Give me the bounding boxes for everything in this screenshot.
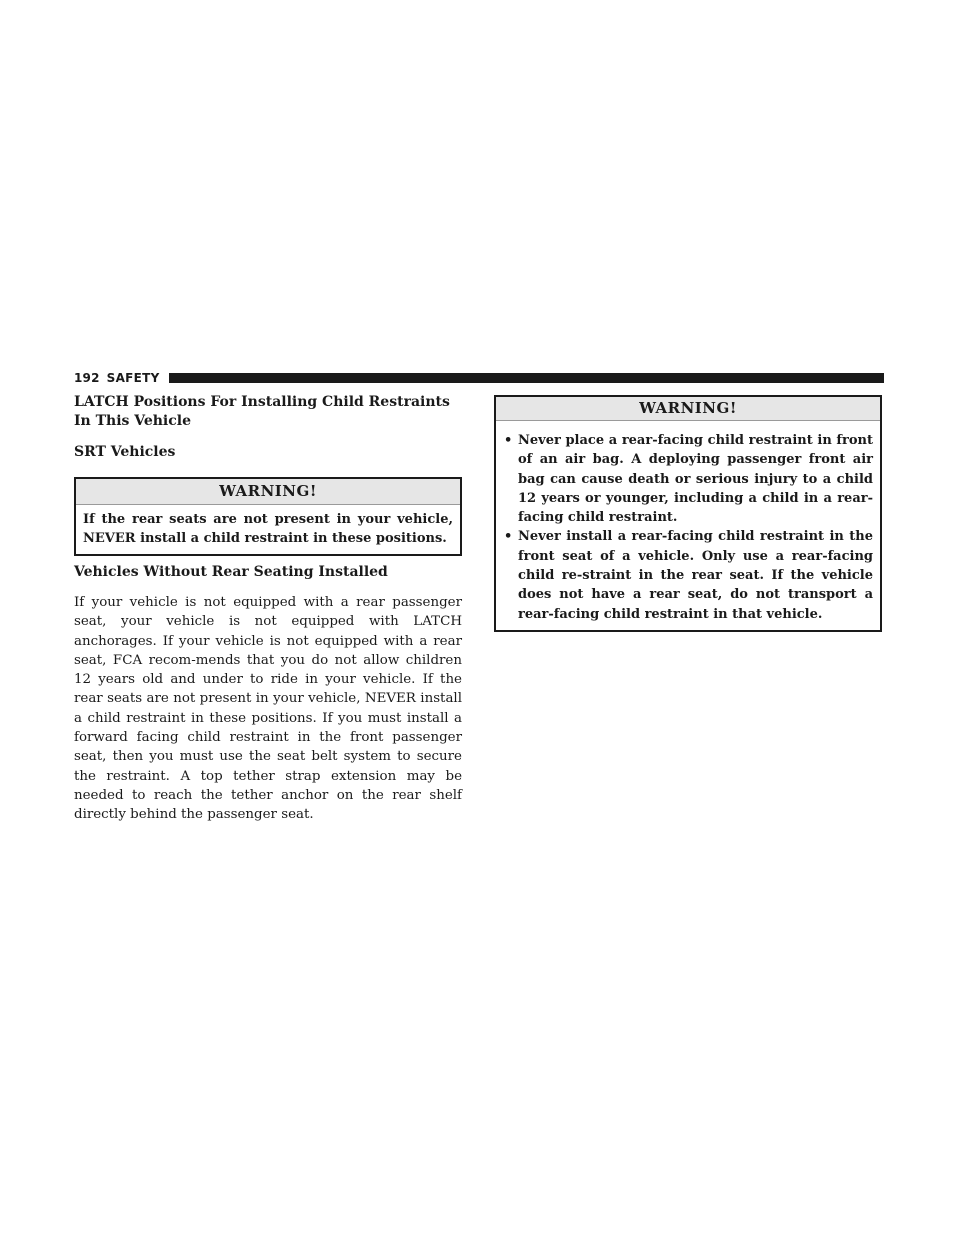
bullet-text: Never place a rear-facing child restraint in front of an air bag. A deploying passenger front air bag can cause death or serious injury to a child 12 years or younger, including a child in a rear-facing child restraint.: [518, 433, 873, 526]
subheading-srt-vehicles: SRT Vehicles: [74, 444, 176, 460]
body-paragraph: If your vehicle is not equipped with a rear passenger seat, your vehicle is not equipped with LATCH anchorages. If your vehicle is not equipped with a rear seat, FCA recom-mends that you do not allow children 12 years old and under to ride in your vehicle. If the rear seats are not present in your vehicle, NEVER install a child restraint in these positions. If you must install a forward facing child restraint in the front passenger seat, then you must use the seat belt system to secure the restraint. A top tether strap extension may be needed to reach the tether anchor on the rear shelf directly behind the passenger seat.: [74, 595, 462, 823]
warning-box-rear-facing: [494, 395, 882, 632]
page-number: 192: [74, 371, 100, 385]
bullet-icon: •: [504, 529, 513, 545]
section-heading: LATCH Positions For Installing Child Restraints In This Vehicle: [74, 394, 450, 429]
bullet-text: Never install a rear-facing child restraint in the front seat of a vehicle. Only use a rear-facing child re-straint in the rear seat. If the vehicle does not have a rear seat, do not transport a rear-facing child restraint in that vehicle.: [518, 529, 873, 622]
warning-title: WARNING!: [76, 479, 460, 505]
bullet-icon: •: [504, 433, 513, 448]
section-title: SAFETY: [106, 371, 160, 385]
page-header: [74, 370, 884, 386]
warning-bullet-list: [496, 421, 880, 630]
warning-title: WARNING!: [496, 397, 880, 421]
subheading-no-rear-seating: Vehicles Without Rear Seating Installed: [74, 564, 388, 580]
warning-text: If the rear seats are not present in your vehicle, NEVER install a child restraint in these positions.: [83, 512, 453, 546]
left-column: [74, 393, 462, 825]
warning-box-srt: [74, 477, 462, 556]
header-rule: [169, 373, 884, 383]
warning-bullet-item: [496, 527, 873, 623]
right-column: [494, 395, 882, 632]
warning-bullet-item: [496, 431, 873, 527]
